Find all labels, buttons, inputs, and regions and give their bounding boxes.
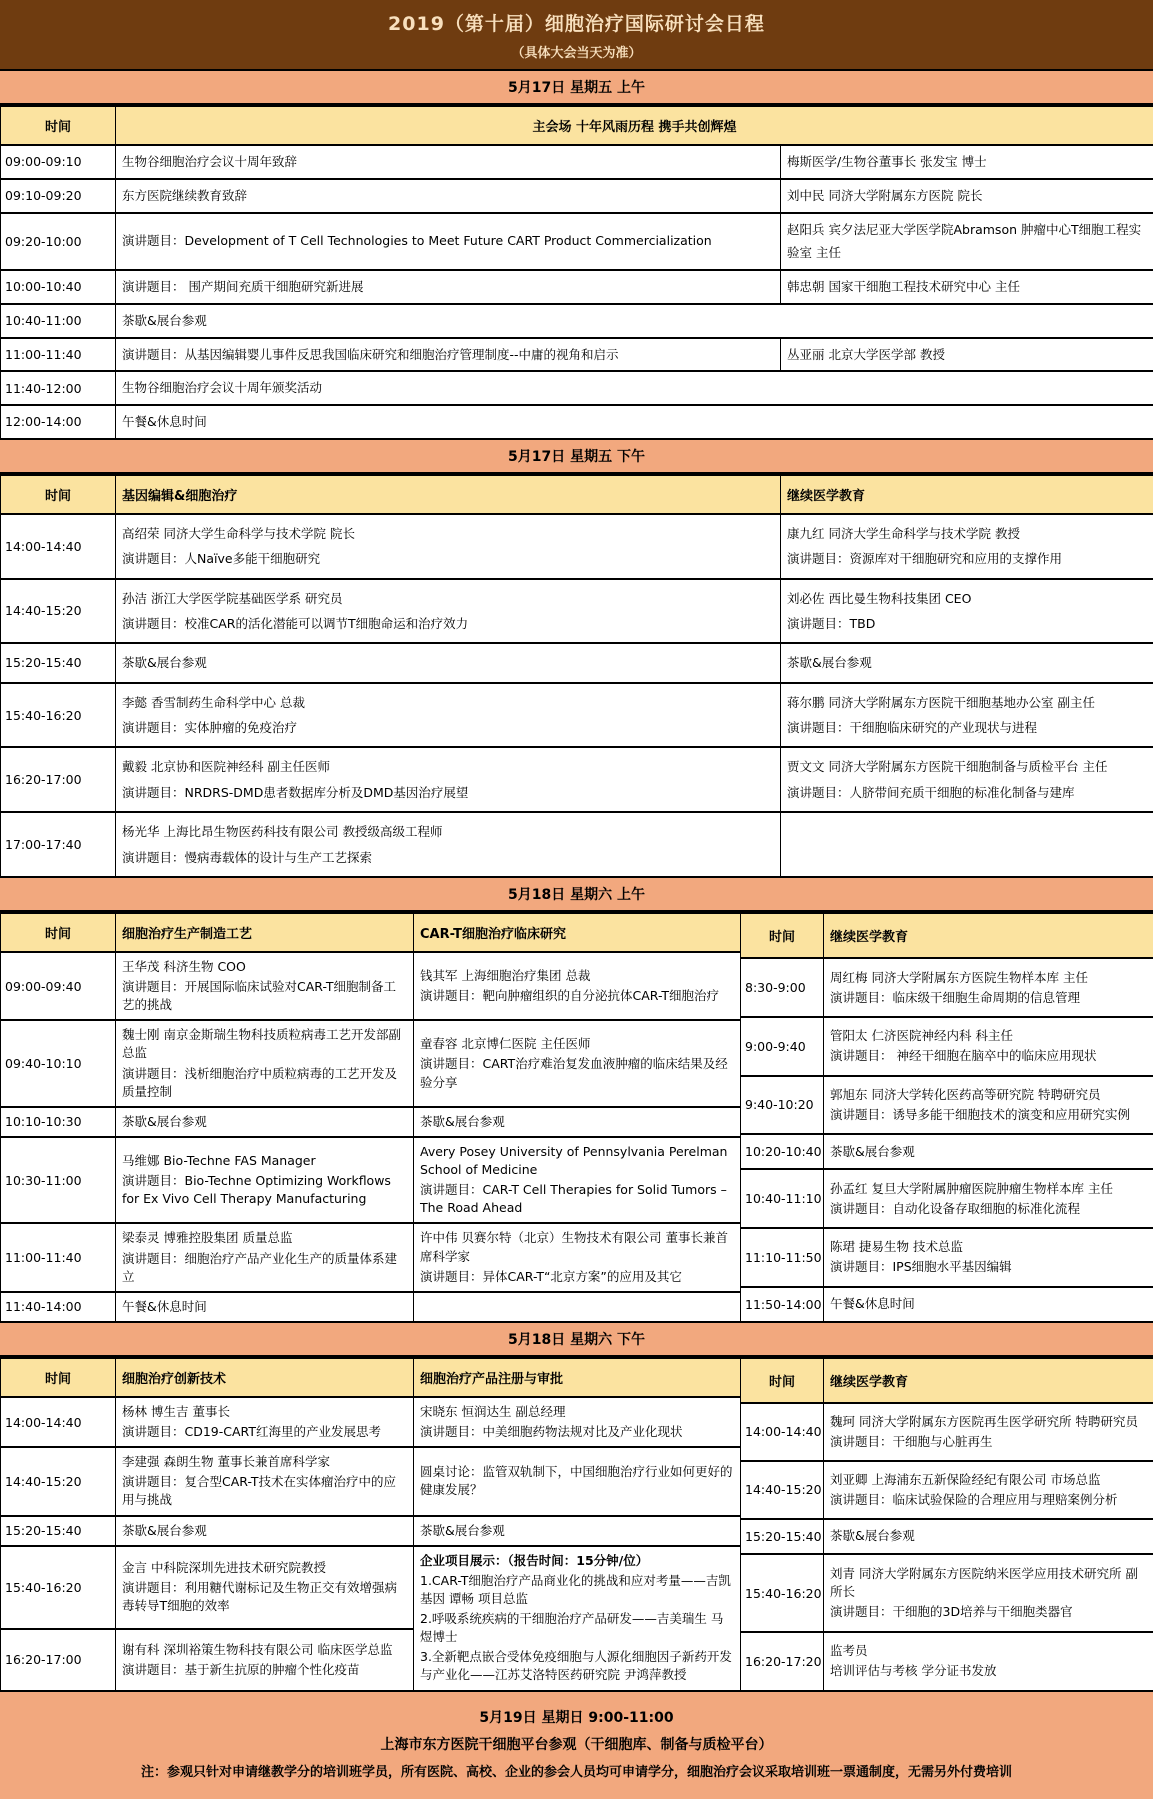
footer-note: 注：参观只针对申请继教学分的培训班学员，所有医院、高校、企业的参会人员均可申请学分，细胞治疗会议采取培训班一票通制度，无需另外付费培训: [6, 1761, 1147, 1780]
schedule-row: [1, 1397, 741, 1447]
dual-track-body: [0, 1357, 1153, 1692]
time-cell: 10:10-10:30: [1, 1107, 116, 1137]
time-cell: 14:40-15:20: [741, 1461, 824, 1519]
cell-line: 演讲题目：利用糖代谢标记及生物正交有效增强病毒转导T细胞的效率: [122, 1579, 407, 1615]
time-cell: 16:20-17:20: [741, 1632, 824, 1690]
cell-line: 刘亚卿 上海浦东五新保险经纪有限公司 市场总监: [830, 1471, 1147, 1489]
session-cell: [824, 1519, 1153, 1554]
session-cell: [116, 1447, 414, 1515]
cell-line: 演讲题目：自动化设备存取细胞的标准化流程: [830, 1200, 1147, 1218]
page-subtitle: （具体大会当天为准）: [0, 42, 1153, 61]
schedule-row: [1, 270, 1153, 304]
cell-line: 钱其军 上海细胞治疗集团 总裁: [420, 967, 734, 985]
schedule-row: [1, 1546, 741, 1630]
showcase-item: 3.全新靶点嵌合受体免疫细胞与人源化细胞因子新药开发与产业化——江苏艾洛特医药研究院 尹鸿萍教授: [420, 1648, 734, 1684]
cell-line: 演讲题目：资源库对干细胞研究和应用的支撑作用: [787, 549, 1147, 568]
cell-line: 童春容 北京博仁医院 主任医师: [420, 1035, 734, 1053]
cell-line: 培训评估与考核 学分证书发放: [830, 1662, 1147, 1680]
schedule-row: [741, 1461, 1153, 1519]
time-cell: 8:30-9:00: [741, 958, 824, 1017]
schedule-row: [1, 1292, 741, 1322]
speaker-cell: [781, 514, 1153, 579]
schedule-row: [741, 1076, 1153, 1135]
cell-line: 茶歇&展台参观: [420, 1522, 734, 1540]
session-cell: [116, 145, 781, 179]
section-date-bar: 5月18日 星期六 上午: [0, 878, 1153, 912]
cell-line: 孙孟红 复旦大学附属肿瘤医院肿瘤生物样本库 主任: [830, 1180, 1147, 1198]
time-cell: 16:20-17:00: [1, 1629, 116, 1690]
session-cell: [414, 1397, 741, 1447]
cell-line: Avery Posey University of Pennsylvania Perelman School of Medicine: [420, 1143, 734, 1179]
time-cell: 09:20-10:00: [1, 213, 116, 271]
cell-line: 演讲题目： 神经干细胞在脑卒中的临床应用现状: [830, 1047, 1147, 1065]
cell-line: 演讲题目：中美细胞药物法规对比及产业化现状: [420, 1423, 734, 1441]
cell-line: 魏珂 同济大学附属东方医院再生医学研究所 特聘研究员: [830, 1413, 1147, 1431]
schedule-row: [741, 1632, 1153, 1690]
schedule-row: [741, 1169, 1153, 1228]
session-cell: [116, 579, 781, 644]
cell-line: 演讲题目：临床试验保险的合理应用与理赔案例分析: [830, 1491, 1147, 1509]
cell-line: 茶歇&展台参观: [122, 309, 1147, 333]
schedule-row: [1, 213, 1153, 271]
schedule-row: [1, 1137, 741, 1224]
header-row: [1, 475, 1153, 514]
cell-line: 孙洁 浙江大学医学院基础医学系 研究员: [122, 589, 774, 608]
time-cell: 14:40-15:20: [1, 579, 116, 644]
cell-line: 杨林 博生吉 董事长: [122, 1403, 407, 1421]
session-cell: [116, 643, 781, 682]
time-cell: 11:00-11:40: [1, 338, 116, 372]
cell-line: 演讲题目：临床级干细胞生命周期的信息管理: [830, 989, 1147, 1007]
cell-line: 郭旭东 同济大学转化医药高等研究院 特聘研究员: [830, 1086, 1147, 1104]
session-cell: [824, 1632, 1153, 1690]
column-header: 细胞治疗产品注册与审批: [414, 1358, 741, 1397]
column-header: 细胞治疗生产制造工艺: [116, 913, 414, 952]
cell-line: 演讲题目：人脐带间充质干细胞的标准化制备与建库: [787, 783, 1147, 802]
cell-line: 许中伟 贝赛尔特（北京）生物技术有限公司 董事长兼首席科学家: [420, 1229, 734, 1265]
session-cell: [824, 1228, 1153, 1287]
session-cell: [824, 1461, 1153, 1519]
time-cell: 14:40-15:20: [1, 1447, 116, 1515]
schedule-table: [740, 1357, 1153, 1692]
cell-line: 演讲题目：Development of T Cell Technologies to Meet Future CART Product Commercialization: [122, 229, 774, 253]
cell-line: 演讲题目：Bio-Techne Optimizing Workflows for Ex Vivo Cell Therapy Manufacturing: [122, 1172, 407, 1208]
column-header: 基因编辑&细胞治疗: [116, 475, 781, 514]
title-bar: [0, 0, 1153, 71]
cell-line: 午餐&休息时间: [122, 1298, 407, 1316]
session-cell: [116, 304, 1153, 338]
schedule-row: [1, 952, 741, 1020]
cell-line: 刘青 同济大学附属东方医院纳米医学应用技术研究所 副所长: [830, 1565, 1147, 1601]
session-cell: [414, 952, 741, 1020]
session-cell: [116, 270, 781, 304]
cell-line: 演讲题目：细胞治疗产品产业化生产的质量体系建立: [122, 1250, 407, 1286]
session-cell: [824, 1287, 1153, 1322]
column-header: 继续医学教育: [781, 475, 1153, 514]
cell-line: 李懿 香雪制药生命科学中心 总裁: [122, 693, 774, 712]
session-cell: [824, 1134, 1153, 1169]
time-cell: 9:40-10:20: [741, 1076, 824, 1135]
time-cell: 11:10-11:50: [741, 1228, 824, 1287]
time-cell: 11:40-12:00: [1, 371, 116, 405]
schedule-row: [741, 1287, 1153, 1322]
speaker-cell: [781, 213, 1153, 271]
cell-line: 贾文文 同济大学附属东方医院干细胞制备与质检平台 主任: [787, 757, 1147, 776]
schedule-row: [741, 1134, 1153, 1169]
schedule-row: [1, 643, 1153, 682]
cell-line: 演讲题目：异体CAR-T“北京方案”的应用及其它: [420, 1268, 734, 1286]
cell-line: 马维娜 Bio-Techne FAS Manager: [122, 1152, 407, 1170]
session-cell: [116, 1107, 414, 1137]
time-cell: 10:00-10:40: [1, 270, 116, 304]
section-date-bar: 5月17日 星期五 上午: [0, 71, 1153, 105]
time-cell: 10:20-10:40: [741, 1134, 824, 1169]
column-header: 时间: [741, 913, 824, 959]
session-cell: [414, 1020, 741, 1107]
column-header: 细胞治疗创新技术: [116, 1358, 414, 1397]
column-header: 时间: [1, 475, 116, 514]
time-cell: 09:40-10:10: [1, 1020, 116, 1107]
cell-line: 茶歇&展台参观: [122, 1113, 407, 1131]
time-cell: 16:20-17:00: [1, 747, 116, 812]
schedule-table: [0, 912, 741, 1323]
time-cell: 17:00-17:40: [1, 812, 116, 877]
time-cell: 12:00-14:00: [1, 405, 116, 439]
schedule-sections: [0, 71, 1153, 1692]
cell-line: 演讲题目：IPS细胞水平基因编辑: [830, 1258, 1147, 1276]
cell-line: 茶歇&展台参观: [122, 1522, 407, 1540]
cell-line: 蒋尔鹏 同济大学附属东方医院干细胞基地办公室 副主任: [787, 693, 1147, 712]
session-cell: [414, 1137, 741, 1224]
cell-line: 梁泰灵 博雅控股集团 质量总监: [122, 1229, 407, 1247]
showcase-item: 2.呼吸系统疾病的干细胞治疗产品研发——吉美瑞生 马煜博士: [420, 1610, 734, 1646]
cell-line: 演讲题目：靶向肿瘤组织的自分泌抗体CAR-T细胞治疗: [420, 987, 734, 1005]
cell-line: 演讲题目：CART治疗难治复发血液肿瘤的临床结果及经验分享: [420, 1055, 734, 1091]
speaker-cell: [781, 643, 1153, 682]
time-cell: 10:30-11:00: [1, 1137, 116, 1224]
time-cell: 15:20-15:40: [741, 1519, 824, 1554]
cell-line: 演讲题目：干细胞与心脏再生: [830, 1433, 1147, 1451]
session-cell: [116, 1137, 414, 1224]
session-cell: [116, 405, 1153, 439]
cell-line: 杨光华 上海比昂生物医药科技有限公司 教授级高级工程师: [122, 822, 774, 841]
time-cell: 10:40-11:00: [1, 304, 116, 338]
cell-line: 演讲题目：浅析细胞治疗中质粒病毒的工艺开发及质量控制: [122, 1065, 407, 1101]
cell-line: 魏士刚 南京金斯瑞生物科技质粒病毒工艺开发部副总监: [122, 1026, 407, 1062]
speaker-cell: [781, 179, 1153, 213]
cell-line: 演讲题目：诱导多能干细胞技术的演变和应用研究实例: [830, 1106, 1147, 1124]
schedule-row: [1, 304, 1153, 338]
schedule-row: [1, 514, 1153, 579]
showcase-lead: 企业项目展示：（报告时间：15分钟/位）: [420, 1552, 734, 1570]
column-header: 继续医学教育: [824, 1358, 1153, 1403]
cell-line: 演讲题目：实体肿瘤的免疫治疗: [122, 718, 774, 737]
cell-line: 刘中民 同济大学附属东方医院 院长: [787, 184, 1147, 208]
cell-line: 演讲题目：CD19-CART红海里的产业发展思考: [122, 1423, 407, 1441]
cell-line: 茶歇&展台参观: [787, 653, 1147, 672]
session-cell: [116, 371, 1153, 405]
cell-line: 演讲题目：干细胞的3D培养与干细胞类器官: [830, 1603, 1147, 1621]
schedule-row: [1, 338, 1153, 372]
time-cell: 15:20-15:40: [1, 643, 116, 682]
schedule-row: [1, 179, 1153, 213]
footer-visit-info: 上海市东方医院干细胞平台参观（干细胞库、制备与质检平台）: [6, 1734, 1147, 1754]
schedule-row: [1, 579, 1153, 644]
session-cell: [824, 1554, 1153, 1633]
time-cell: 15:40-16:20: [741, 1554, 824, 1633]
time-cell: 14:00-14:40: [741, 1403, 824, 1461]
cell-line: 演讲题目：TBD: [787, 614, 1147, 633]
column-header: 主会场 十年风雨历程 携手共创辉煌: [116, 106, 1153, 145]
cell-line: 演讲题目：慢病毒载体的设计与生产工艺探索: [122, 848, 774, 867]
footer: [0, 1692, 1153, 1799]
schedule-row: [1, 1223, 741, 1291]
column-header: 时间: [1, 1358, 116, 1397]
cell-line: 演讲题目：基于新生抗原的肿瘤个性化疫苗: [122, 1661, 407, 1679]
cell-line: 茶歇&展台参观: [830, 1143, 1147, 1161]
cell-line: 刘必佐 西比曼生物科技集团 CEO: [787, 589, 1147, 608]
schedule-row: [741, 958, 1153, 1017]
cell-line: 茶歇&展台参观: [122, 653, 774, 672]
session-cell: [824, 1076, 1153, 1135]
cell-line: 演讲题目：开展国际临床试验对CAR-T细胞制备工艺的挑战: [122, 978, 407, 1014]
cell-line: 演讲题目：CAR-T Cell Therapies for Solid Tumors – The Road Ahead: [420, 1181, 734, 1217]
session-cell: [824, 958, 1153, 1017]
showcase-cell: [414, 1546, 741, 1691]
session-cell: [116, 1546, 414, 1630]
cell-line: 王华茂 科济生物 COO: [122, 958, 407, 976]
schedule-row: [741, 1519, 1153, 1554]
cell-line: 管阳太 仁济医院神经内科 科主任: [830, 1027, 1147, 1045]
session-cell: [116, 213, 781, 271]
section-date-bar: 5月17日 星期五 下午: [0, 440, 1153, 474]
cell-line: 演讲题目：校准CAR的活化潜能可以调节T细胞命运和治疗效力: [122, 614, 774, 633]
cell-line: 东方医院继续教育致辞: [122, 184, 774, 208]
schedule-row: [1, 405, 1153, 439]
speaker-cell: [781, 747, 1153, 812]
schedule-row: [741, 1017, 1153, 1076]
column-header: 继续医学教育: [824, 913, 1153, 959]
time-cell: 15:40-16:20: [1, 683, 116, 748]
column-header: 时间: [741, 1358, 824, 1403]
schedule-row: [1, 371, 1153, 405]
session-cell: [116, 747, 781, 812]
schedule-row: [1, 1447, 741, 1515]
cell-line: 午餐&休息时间: [830, 1295, 1147, 1313]
session-cell: [116, 514, 781, 579]
time-cell: 10:40-11:10: [741, 1169, 824, 1228]
cell-line: 生物谷细胞治疗会议十周年颁奖活动: [122, 376, 1147, 400]
schedule-row: [741, 1403, 1153, 1461]
cell-line: 监考员: [830, 1642, 1147, 1660]
header-row: [741, 913, 1153, 959]
session-cell: [116, 1629, 414, 1690]
speaker-cell: [781, 683, 1153, 748]
session-cell: [414, 1107, 741, 1137]
speaker-cell: [781, 145, 1153, 179]
session-cell: [116, 1397, 414, 1447]
header-row: [1, 1358, 741, 1397]
time-cell: 09:10-09:20: [1, 179, 116, 213]
schedule-row: [1, 747, 1153, 812]
session-cell: [116, 1516, 414, 1546]
schedule-table: [0, 474, 1153, 878]
cell-line: 周红梅 同济大学附属东方医院生物样本库 主任: [830, 969, 1147, 987]
cell-line: 演讲题目： 围产期间充质干细胞研究新进展: [122, 275, 774, 299]
page-title: 2019（第十届）细胞治疗国际研讨会日程: [0, 9, 1153, 36]
session-cell: [116, 1020, 414, 1107]
session-cell: [116, 952, 414, 1020]
session-cell: [116, 338, 781, 372]
session-cell: [116, 1292, 414, 1322]
schedule-row: [741, 1554, 1153, 1633]
time-cell: 11:50-14:00: [741, 1287, 824, 1322]
speaker-cell: [781, 270, 1153, 304]
session-cell: [824, 1403, 1153, 1461]
schedule-row: [1, 1107, 741, 1137]
section-date-bar: 5月18日 星期六 下午: [0, 1323, 1153, 1357]
cell-line: 赵阳兵 宾夕法尼亚大学医学院Abramson 肿瘤中心T细胞工程实验室 主任: [787, 218, 1147, 266]
schedule-row: [1, 683, 1153, 748]
cell-line: 戴毅 北京协和医院神经科 副主任医师: [122, 757, 774, 776]
time-cell: 11:00-11:40: [1, 1223, 116, 1291]
cell-line: 演讲题目：NRDRS-DMD患者数据库分析及DMD基因治疗展望: [122, 783, 774, 802]
session-cell: [824, 1017, 1153, 1076]
time-cell: 09:00-09:10: [1, 145, 116, 179]
session-cell: [116, 179, 781, 213]
cell-line: 韩忠朝 国家干细胞工程技术研究中心 主任: [787, 275, 1147, 299]
column-header: 时间: [1, 106, 116, 145]
speaker-cell: [781, 812, 1153, 877]
session-cell: [414, 1223, 741, 1291]
cell-line: 陈珺 捷易生物 技术总监: [830, 1238, 1147, 1256]
column-header: 时间: [1, 913, 116, 952]
footer-date: 5月19日 星期日 9:00-11:00: [6, 1707, 1147, 1727]
session-cell: [116, 812, 781, 877]
time-cell: 14:00-14:40: [1, 1397, 116, 1447]
session-cell: [116, 683, 781, 748]
cell-line: 生物谷细胞治疗会议十周年致辞: [122, 150, 774, 174]
schedule-row: [1, 145, 1153, 179]
cell-line: 金言 中科院深圳先进技术研究院教授: [122, 1559, 407, 1577]
cell-line: 康九红 同济大学生命科学与技术学院 教授: [787, 524, 1147, 543]
time-cell: 15:20-15:40: [1, 1516, 116, 1546]
cell-line: 高绍荣 同济大学生命科学与技术学院 院长: [122, 524, 774, 543]
time-cell: 15:40-16:20: [1, 1546, 116, 1630]
dual-track-body: [0, 912, 1153, 1323]
time-cell: 09:00-09:40: [1, 952, 116, 1020]
header-row: [1, 913, 741, 952]
cell-line: 李建强 森朗生物 董事长兼首席科学家: [122, 1453, 407, 1471]
cell-line: 演讲题目：从基因编辑婴儿事件反思我国临床研究和细胞治疗管理制度--中庸的视角和启示: [122, 343, 774, 367]
cell-line: 圆桌讨论：监管双轨制下，中国细胞治疗行业如何更好的健康发展？: [420, 1463, 734, 1499]
time-cell: 11:40-14:00: [1, 1292, 116, 1322]
cell-line: 梅斯医学/生物谷董事长 张发宝 博士: [787, 150, 1147, 174]
session-cell: [414, 1292, 741, 1322]
column-header: CAR-T细胞治疗临床研究: [414, 913, 741, 952]
session-cell: [414, 1447, 741, 1515]
cell-line: 谢有科 深圳裕策生物科技有限公司 临床医学总监: [122, 1641, 407, 1659]
header-row: [741, 1358, 1153, 1403]
cell-line: 宋晓东 恒润达生 副总经理: [420, 1403, 734, 1421]
schedule-row: [1, 1020, 741, 1107]
session-cell: [116, 1223, 414, 1291]
cell-line: 演讲题目：干细胞临床研究的产业现状与进程: [787, 718, 1147, 737]
cell-line: 茶歇&展台参观: [420, 1113, 734, 1131]
time-cell: 14:00-14:40: [1, 514, 116, 579]
cell-line: 午餐&休息时间: [122, 410, 1147, 434]
speaker-cell: [781, 579, 1153, 644]
schedule-table: [0, 105, 1153, 440]
session-cell: [824, 1169, 1153, 1228]
cell-line: 演讲题目：复合型CAR-T技术在实体瘤治疗中的应用与挑战: [122, 1473, 407, 1509]
schedule-row: [1, 812, 1153, 877]
speaker-cell: [781, 338, 1153, 372]
schedule-table: [740, 912, 1153, 1323]
cell-line: 茶歇&展台参观: [830, 1527, 1147, 1545]
time-cell: 9:00-9:40: [741, 1017, 824, 1076]
schedule-row: [741, 1228, 1153, 1287]
session-cell: [414, 1516, 741, 1546]
cell-line: 丛亚丽 北京大学医学部 教授: [787, 343, 1147, 367]
showcase-item: 1.CAR-T细胞治疗产品商业化的挑战和应对考量——吉凯基因 谭畅 项目总监: [420, 1572, 734, 1608]
header-row: [1, 106, 1153, 145]
cell-line: 演讲题目：人Naïve多能干细胞研究: [122, 549, 774, 568]
schedule-table: [0, 1357, 741, 1692]
schedule-row: [1, 1516, 741, 1546]
